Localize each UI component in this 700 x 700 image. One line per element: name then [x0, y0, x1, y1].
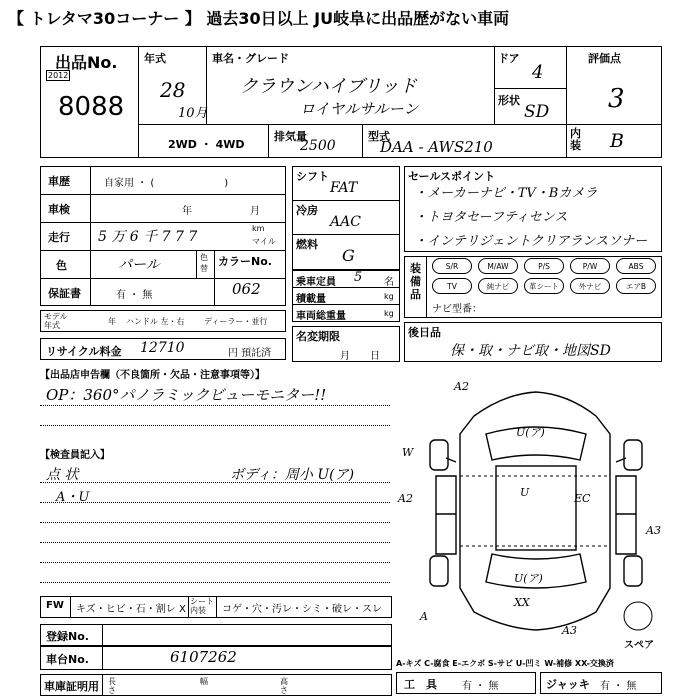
- equipment-label: 装備品: [410, 262, 421, 301]
- inspector-notes-label: 【検査員記入】: [40, 450, 110, 461]
- chassis-value: 6107262: [170, 648, 237, 666]
- color-no-label: カラーNo.: [218, 255, 272, 268]
- equip-abs: ABS: [616, 258, 656, 274]
- fw-label: FW: [46, 600, 64, 611]
- mark-w: W: [402, 446, 414, 459]
- recycle-value: 12710: [140, 340, 185, 356]
- doors-value: 4: [532, 62, 544, 83]
- load-unit: kg: [384, 292, 394, 301]
- mark-a2-top: A2: [454, 380, 469, 393]
- lot-label: 出品No.: [55, 53, 118, 72]
- equip-navi-model: ナビ型番：: [432, 304, 482, 315]
- equip-airbag: エアB: [616, 278, 656, 294]
- warranty-value: 有 ・ 無: [116, 290, 153, 301]
- mark-u-roof: U(ア): [516, 426, 545, 439]
- fuel-label: 燃料: [296, 238, 318, 251]
- exhibitor-notes-label: 【出品店申告欄（不良箇所・欠品・注意事項等）】: [40, 370, 265, 381]
- name-change-label: 名変期限: [296, 330, 340, 343]
- dealer-label: ディーラー・並行: [204, 317, 268, 326]
- name-change-day: 月 日: [340, 351, 380, 362]
- tools-label: 工 具: [404, 678, 437, 691]
- tools-value: 有 ・ 無: [462, 681, 499, 692]
- model-year-unit: 年: [108, 317, 116, 326]
- lot-number: 8088: [58, 92, 125, 122]
- model-label: モデル: [44, 312, 68, 321]
- mark-a3-bottom: A3: [562, 624, 577, 637]
- mark-a3-right: A3: [646, 524, 661, 537]
- equip-tv: TV: [432, 278, 472, 294]
- car-name-label: 車名・グレード: [212, 52, 289, 65]
- equip-ps: P/S: [524, 258, 564, 274]
- ac-value: AAC: [330, 214, 361, 230]
- chassis-label: 車台No.: [46, 653, 89, 666]
- fuel-value: G: [342, 246, 355, 265]
- mark-a2-left: A2: [398, 492, 413, 505]
- year-label: 年式: [144, 52, 166, 65]
- warranty-label: 保証書: [48, 287, 81, 300]
- mileage-unit-mile: マイル: [252, 237, 276, 246]
- header-title: 【 トレタマ30コーナー 】 過去30日以上 JU岐阜に出品歴がない車両: [8, 9, 510, 28]
- cert-height: 高さ: [280, 677, 288, 695]
- shift-label: シフト: [296, 170, 329, 183]
- equip-pw: P/W: [570, 258, 610, 274]
- equip-navi: 純ナビ: [478, 278, 518, 294]
- interior-value: B: [610, 130, 624, 152]
- aftermarket-label: 後日品: [408, 326, 441, 339]
- mark-a-rear: A: [420, 610, 428, 623]
- mark-xx: XX: [514, 596, 530, 609]
- drive-label: 2WD ・ 4WD: [168, 138, 245, 151]
- mark-ec: EC: [574, 492, 591, 505]
- ac-label: 冷房: [296, 204, 318, 217]
- recycle-suffix: 円 預託済: [228, 348, 272, 359]
- shape-value: SD: [524, 102, 550, 122]
- mileage-unit-km: km: [252, 224, 265, 233]
- weight-unit: kg: [384, 309, 394, 318]
- sales-point-3: ・インテリジェントクリアランスソナー: [414, 234, 648, 249]
- sales-point-2: ・トヨタセーフティセンス: [414, 210, 568, 225]
- sales-points-label: セールスポイント: [408, 170, 496, 183]
- registration-label: 登録No.: [46, 630, 89, 643]
- car-name-line1: クラウンハイブリッド: [240, 76, 417, 97]
- recycle-label: リサイクル料金: [46, 345, 122, 358]
- shift-value: FAT: [330, 180, 358, 196]
- capacity-value: 5: [354, 270, 363, 285]
- capacity-label: 乗車定員: [296, 277, 336, 288]
- aftermarket-value: 保・取・ナビ取・地図SD: [450, 343, 611, 359]
- color-change-label: 色替: [200, 253, 208, 273]
- cert-length: 長さ: [108, 677, 116, 695]
- displacement-value: 2500: [300, 138, 336, 154]
- inspection-label: 車検: [48, 203, 70, 216]
- mileage-value: 5 万 6 千 7 7 7: [98, 229, 198, 245]
- equip-ext-navi: 外ナビ: [570, 278, 610, 294]
- shape-label: 形状: [498, 94, 520, 107]
- inspector-notes-1: 点 状: [46, 467, 79, 483]
- lot-year-box: 2012: [48, 71, 69, 80]
- cert-width: 幅: [200, 677, 208, 686]
- year-month: 10月: [178, 106, 208, 121]
- capacity-unit: 名: [384, 277, 394, 288]
- mileage-label: 走行: [48, 231, 70, 244]
- exhibitor-notes-value: OP：360°パノラミックビューモニター!!: [46, 386, 327, 404]
- score-label: 評価点: [588, 52, 621, 65]
- handle-label: ハンドル 左・右: [126, 317, 185, 326]
- load-label: 積載量: [296, 294, 326, 305]
- jack-value: 有 ・ 無: [600, 681, 637, 692]
- car-name-line2: ロイヤルサルーン: [300, 100, 419, 118]
- mark-u-rear: U(ア): [514, 572, 543, 585]
- history-value: 自家用 ・ ( ): [104, 178, 229, 189]
- model-year-label: 年式: [44, 321, 60, 330]
- car-diagram: [396, 376, 696, 656]
- seat-label: シート内装: [190, 597, 214, 615]
- inspection-year: 年: [182, 206, 192, 217]
- score-value: 3: [608, 84, 625, 114]
- displacement-label: 排気量: [274, 130, 307, 143]
- cert-label: 車庫証明用: [44, 680, 99, 693]
- jack-label: ジャッキ: [546, 678, 590, 691]
- seat-items: コゲ・穴・汚レ・シミ・破レ・スレ: [222, 604, 382, 615]
- legend-text: A-キズ C-腐食 E-エクボ S-サビ U-凹ミ W-補修 XX-交換済: [396, 659, 614, 668]
- spare-tire-icon: [624, 602, 652, 630]
- color-value: パール: [118, 257, 160, 273]
- registration-row: [40, 624, 392, 646]
- model-type-value: DAA - AWS210: [380, 138, 493, 156]
- spare-label: スペア: [624, 640, 654, 651]
- inspector-notes-2: A・U: [56, 490, 90, 505]
- equip-sr: S/R: [432, 258, 472, 274]
- mark-u-mid: U: [520, 486, 530, 499]
- equip-maw: M/AW: [478, 258, 518, 274]
- doors-label: ドア: [498, 52, 520, 65]
- model-type-label: 型式: [368, 130, 390, 143]
- inspector-notes-1b: ボディ：周小 U(ア): [230, 467, 355, 483]
- interior-label: 内装: [570, 127, 581, 152]
- color-label: 色: [56, 259, 67, 272]
- fw-items: キズ・ヒビ・石・割レ X: [76, 604, 186, 615]
- equip-leather: 革シート: [524, 278, 564, 294]
- history-label: 車歴: [48, 175, 70, 188]
- weight-label: 車両総重量: [296, 311, 346, 322]
- year-value: 28: [160, 78, 186, 102]
- inspection-month: 月: [250, 206, 260, 217]
- sales-point-1: ・メーカーナビ・TV・Bカメラ: [414, 186, 598, 201]
- color-no-value: 062: [232, 280, 261, 298]
